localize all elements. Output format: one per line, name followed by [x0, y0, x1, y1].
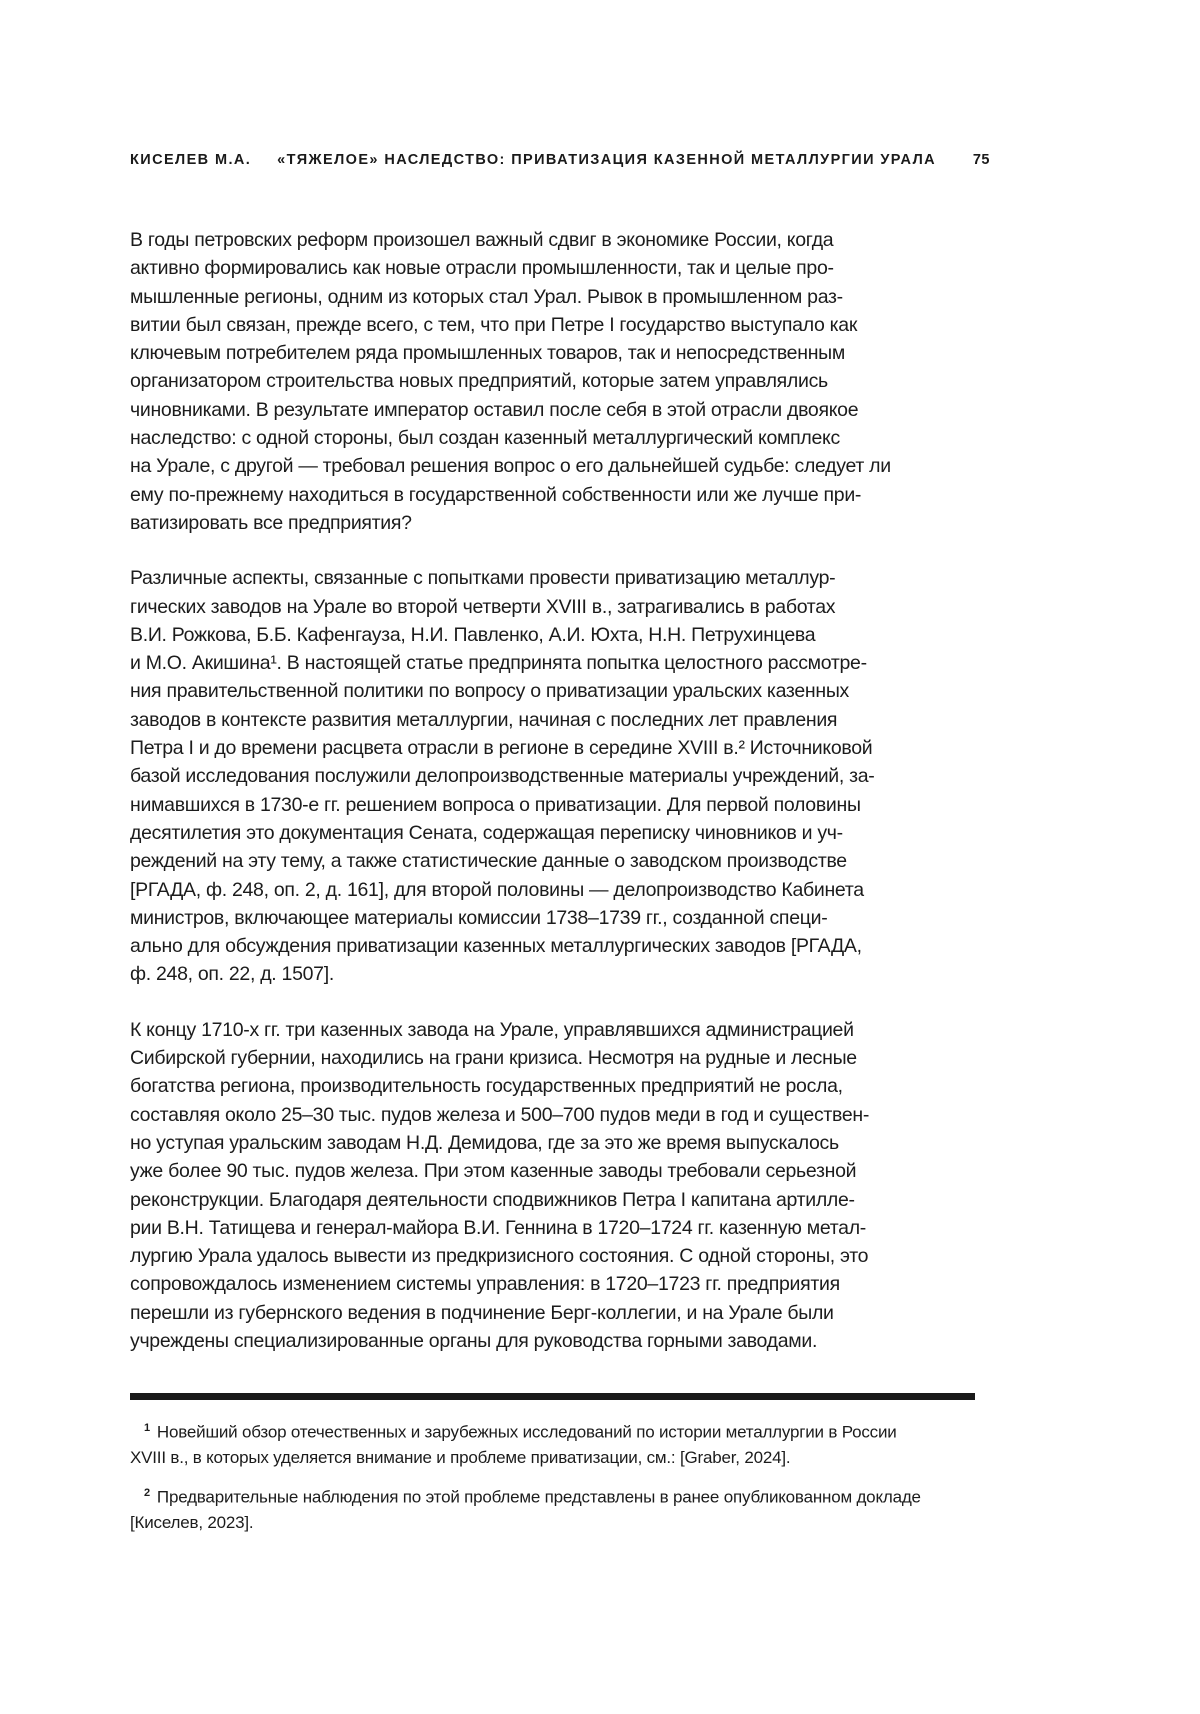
text-line: но уступая уральским заводам Н.Д. Демидова, где за это же время выпускалось	[130, 1131, 839, 1154]
text-line: [РГАДА, ф. 248, оп. 2, д. 161], для второй половины — делопроизводство Кабинета	[130, 878, 864, 901]
text-line: нимавшихся в 1730-е гг. решением вопроса о приватизации. Для первой половины	[130, 793, 861, 816]
paragraph	[130, 226, 975, 537]
footnote-marker: 1	[144, 1422, 150, 1435]
text-line: богатства региона, производительность государственных предприятий не росла,	[130, 1075, 843, 1098]
text-line: ватизировать все предприятия?	[130, 511, 412, 534]
text-line: реждений на эту тему, а также статистические данные о заводском производстве	[130, 850, 847, 873]
text-line: рии В.Н. Татищева и генерал-майора В.И. Геннина в 1720–1724 гг. казенную метал-	[130, 1216, 866, 1239]
text-line: ключевым потребителем ряда промышленных товаров, так и непосредственным	[130, 342, 845, 365]
footnote-separator-rule	[130, 1393, 975, 1400]
running-head-left	[130, 152, 936, 168]
paragraph	[130, 564, 975, 988]
text-line: активно формировались как новые отрасли промышленности, так и целые про-	[130, 257, 834, 280]
text-line: заводов в контексте развития металлургии, начиная с последних лет правления	[130, 708, 838, 731]
text-line: ф. 248, оп. 22, д. 1507].	[130, 963, 334, 986]
text-line: учреждены специализированные органы для руководства горными заводами.	[130, 1329, 818, 1352]
text-line: лургию Урала удалось вывести из предкризисного состояния. С одной стороны, это	[130, 1245, 869, 1268]
text-line: чиновниками. В результате император оставил после себя в этой отрасли двоякое	[130, 398, 859, 421]
footnotes	[130, 1416, 975, 1535]
text-line: базой исследования послужили делопроизводственные материалы учреждений, за-	[130, 765, 875, 788]
text-line: организатором строительства новых предприятий, которые затем управлялись	[130, 370, 828, 393]
text-line: В годы петровских реформ произошел важный сдвиг в экономике России, когда	[130, 229, 834, 251]
footnote-line: [Киселев, 2023].	[130, 1513, 254, 1533]
text-line: составляя около 25–30 тыс. пудов железа и 500–700 пудов меди в год и существен-	[130, 1103, 870, 1126]
running-head	[130, 152, 990, 168]
text-line: ния правительственной политики по вопросу о приватизации уральских казенных	[130, 680, 849, 703]
footnote-text: Новейший обзор отечественных и зарубежных исследований по истории металлургии в России	[156, 1422, 897, 1442]
text-line: ально для обсуждения приватизации казенных металлургических заводов [РГАДА,	[130, 935, 862, 958]
text-line: реконструкции. Благодаря деятельности сподвижников Петра I капитана артилле-	[130, 1188, 855, 1211]
text-line: на Урале, с другой — требовал решения вопрос о его дальнейшей судьбе: следует ли	[130, 455, 891, 478]
text-line: мышленные регионы, одним из которых стал Урал. Рывок в промышленном раз-	[130, 285, 843, 308]
paragraph	[130, 1016, 975, 1356]
author-name: КИСЕЛЕВ М.А.	[130, 152, 252, 168]
text-line: В.И. Рожкова, Б.Б. Кафенгауза, Н.И. Павленко, А.И. Юхта, Н.Н. Петрухинцева	[130, 623, 816, 646]
text-line: Сибирской губернии, находились на грани кризиса. Несмотря на рудные и лесные	[130, 1047, 857, 1070]
text-line: перешли из губернского ведения в подчинение Берг-коллегии, и на Урале были	[130, 1301, 834, 1324]
text-line: витии был связан, прежде всего, с тем, что при Петре I государство выступало как	[130, 313, 858, 336]
footnote-marker: 2	[144, 1486, 150, 1499]
footnote-line	[130, 1481, 975, 1510]
footnote-1	[130, 1416, 975, 1471]
text-line: министров, включающее материалы комиссии 1738–1739 гг., созданной специ-	[130, 906, 828, 929]
text-line: наследство: с одной стороны, был создан казенный металлургический комплекс	[130, 427, 840, 450]
article-body	[130, 226, 975, 1355]
text-line: ему по-прежнему находиться в государственной собственности или же лучше при-	[130, 483, 862, 506]
text-line: гических заводов на Урале во второй четверти XVIII в., затрагивались в работах	[130, 595, 836, 618]
text-line: уже более 90 тыс. пудов железа. При этом казенные заводы требовали серьезной	[130, 1160, 857, 1183]
text-line: сопровождалось изменением системы управления: в 1720–1723 гг. предприятия	[130, 1273, 840, 1296]
page-number: 75	[972, 152, 990, 168]
footnote-line: XVIII в., в которых уделяется внимание и проблеме приватизации, см.: [Graber, 2024].	[130, 1448, 791, 1468]
text-line: и М.О. Акишина¹. В настоящей статье предпринята попытка целостного рассмотре-	[130, 652, 867, 675]
footnote-text: Предварительные наблюдения по этой проблеме представлены в ранее опубликованном докладе	[156, 1487, 921, 1507]
footnote-2	[130, 1481, 975, 1536]
text-line: Различные аспекты, связанные с попытками провести приватизацию металлур-	[130, 567, 836, 590]
footnote-line	[130, 1416, 975, 1445]
article-title: «ТЯЖЕЛОЕ» НАСЛЕДСТВО: ПРИВАТИЗАЦИЯ КАЗЕННОЙ МЕТАЛЛУРГИИ УРАЛА	[277, 152, 937, 168]
text-line: Петра I и до времени расцвета отрасли в регионе в середине XVIII в.² Источниковой	[130, 737, 873, 760]
text-line: К концу 1710-х гг. три казенных завода на Урале, управлявшихся администрацией	[130, 1018, 854, 1041]
text-line: десятилетия это документация Сената, содержащая переписку чиновников и уч-	[130, 821, 843, 844]
